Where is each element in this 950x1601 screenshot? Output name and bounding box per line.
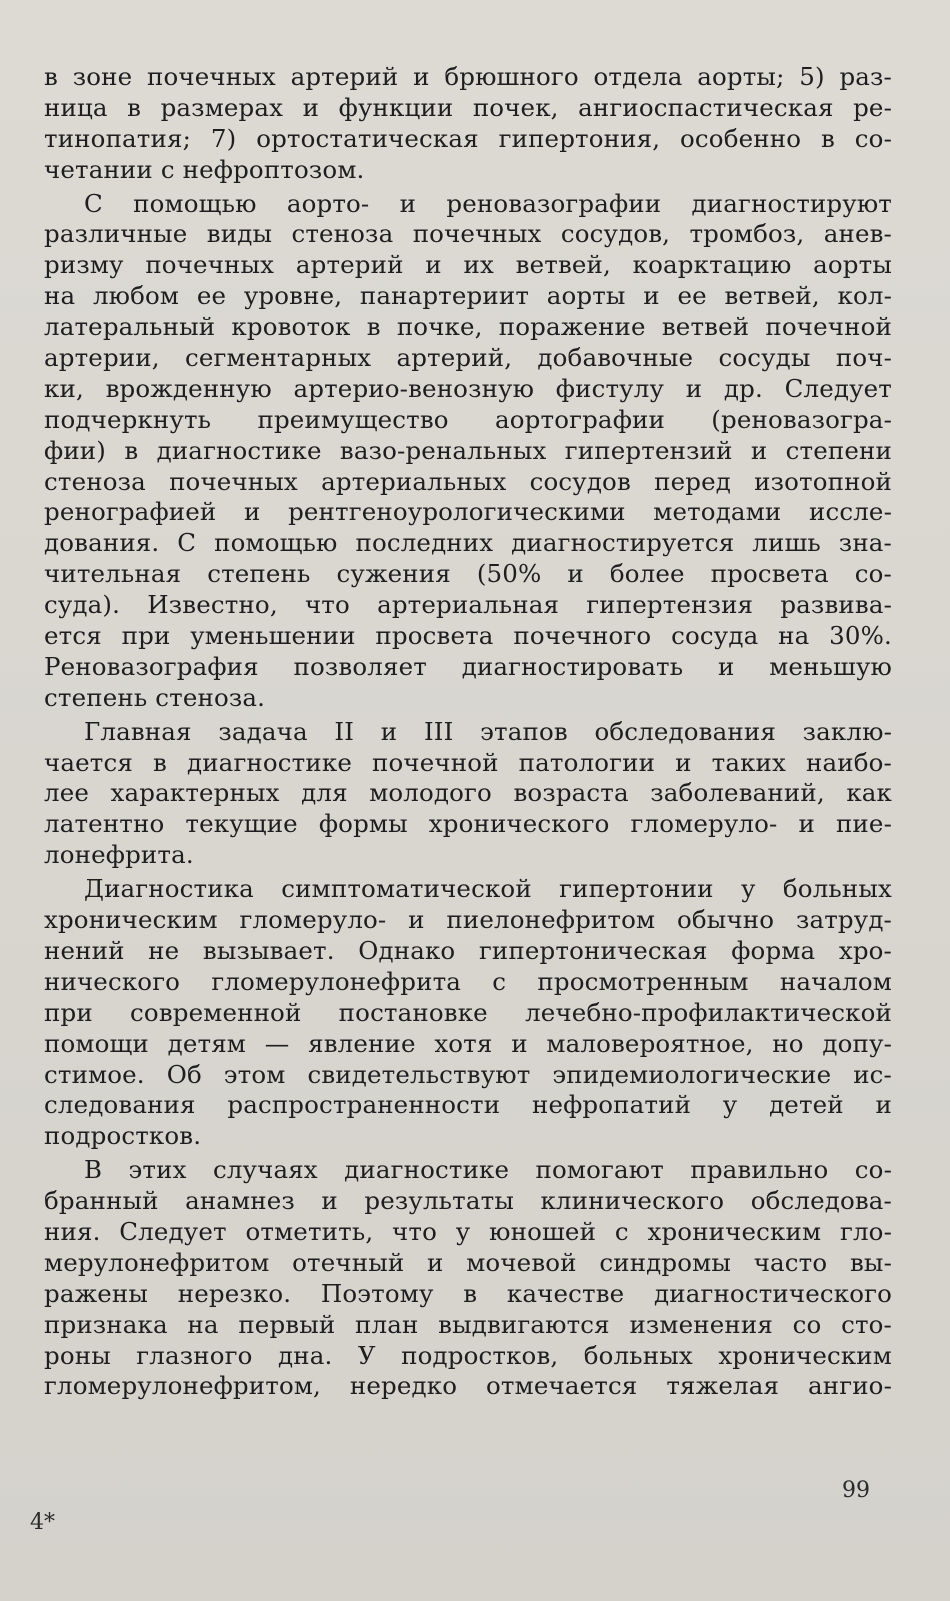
text-line: артерии, сегментарных артерий, добавочные сосуды поч-	[44, 343, 892, 373]
text-line: мерулонефритом отечный и мочевой синдромы часто вы-	[44, 1247, 892, 1277]
text-line: подчеркнуть преимущество аортографии (реновазогра-	[44, 404, 892, 434]
text-line: ризму почечных артерий и их ветвей, коарктацию аорты	[44, 250, 892, 280]
text-line: ки, врожденную артерио-венозную фистулу и др. Следует	[44, 373, 892, 403]
text-line: бранный анамнез и результаты клинического обследова-	[44, 1186, 892, 1216]
text-line: Реновазография позволяет диагностировать и меньшую	[44, 651, 892, 681]
text-line: помощи детям — явление хотя и маловероятное, но допу-	[44, 1028, 892, 1058]
text-line: следования распространенности нефропатий у детей и	[44, 1090, 892, 1120]
text-line: роны глазного дна. У подростков, больных хроническим	[44, 1340, 892, 1370]
text-line: четании с нефроптозом.	[44, 154, 365, 184]
text-line: ражены нерезко. Поэтому в качестве диагностического	[44, 1278, 892, 1308]
text-line: нений не вызывает. Однако гипертоническая форма хро-	[44, 935, 892, 965]
text-line: латентно текущие формы хронического гломеруло- и пие-	[44, 809, 892, 839]
text-line: степень стеноза.	[44, 682, 266, 712]
text-line: фии) в диагностике вазо-ренальных гипертензий и степени	[44, 435, 892, 465]
text-line: нического гломерулонефрита с просмотренным началом	[44, 966, 892, 996]
paragraph	[44, 1155, 892, 1402]
paragraph	[44, 189, 892, 714]
paragraph	[44, 62, 892, 186]
text-line: стеноза почечных артериальных сосудов перед изотопной	[44, 466, 892, 496]
text-line: ния. Следует отметить, что у юношей с хроническим гло-	[44, 1216, 892, 1246]
text-line: Главная задача II и III этапов обследования заклю-	[84, 716, 892, 746]
text-line: Диагностика симптоматической гипертонии у больных	[84, 874, 892, 904]
text-line: чается в диагностике почечной патологии и таких наибо-	[44, 747, 892, 777]
page-number: 99	[842, 1478, 870, 1503]
text-line: лее характерных для молодого возраста заболеваний, как	[44, 778, 892, 808]
text-line: признака на первый план выдвигаются изменения со сто-	[44, 1309, 892, 1339]
text-line: лонефрита.	[44, 840, 194, 870]
text-line: при современной постановке лечебно-профилактической	[44, 997, 892, 1027]
text-line: стимое. Об этом свидетельствуют эпидемиологические ис-	[44, 1059, 892, 1089]
text-line: В этих случаях диагностике помогают правильно со-	[84, 1155, 892, 1185]
paragraph	[44, 717, 892, 871]
text-line: латеральный кровоток в почке, поражение ветвей почечной	[44, 312, 892, 342]
text-line: в зоне почечных артерий и брюшного отдела аорты; 5) раз-	[44, 62, 892, 91]
text-line: хроническим гломеруло- и пиелонефритом обычно затруд-	[44, 905, 892, 935]
body-text	[44, 62, 892, 1402]
text-line: ница в размерах и функции почек, ангиоспастическая ре-	[44, 92, 892, 122]
text-line: на любом ее уровне, панартериит аорты и ее ветвей, кол-	[44, 281, 892, 311]
text-line: тинопатия; 7) ортостатическая гипертония, особенно в со-	[44, 123, 892, 153]
text-line: ется при уменьшении просвета почечного сосуда на 30%.	[44, 621, 892, 651]
text-line: подростков.	[44, 1121, 202, 1151]
text-line: суда). Известно, что артериальная гипертензия развива-	[44, 590, 892, 620]
text-line: ренографией и рентгеноурологическими методами иссле-	[44, 497, 892, 527]
text-line: гломерулонефритом, нередко отмечается тяжелая ангио-	[44, 1371, 892, 1401]
text-line: дования. С помощью последних диагностируется лишь зна-	[44, 528, 892, 558]
text-line: С помощью аорто- и реновазографии диагностируют	[84, 188, 892, 218]
text-line: чительная степень сужения (50% и более просвета со-	[44, 559, 892, 589]
paragraph	[44, 874, 892, 1152]
text-line: различные виды стеноза почечных сосудов, тромбоз, анев-	[44, 219, 892, 249]
signature-mark: 4*	[30, 1510, 55, 1535]
